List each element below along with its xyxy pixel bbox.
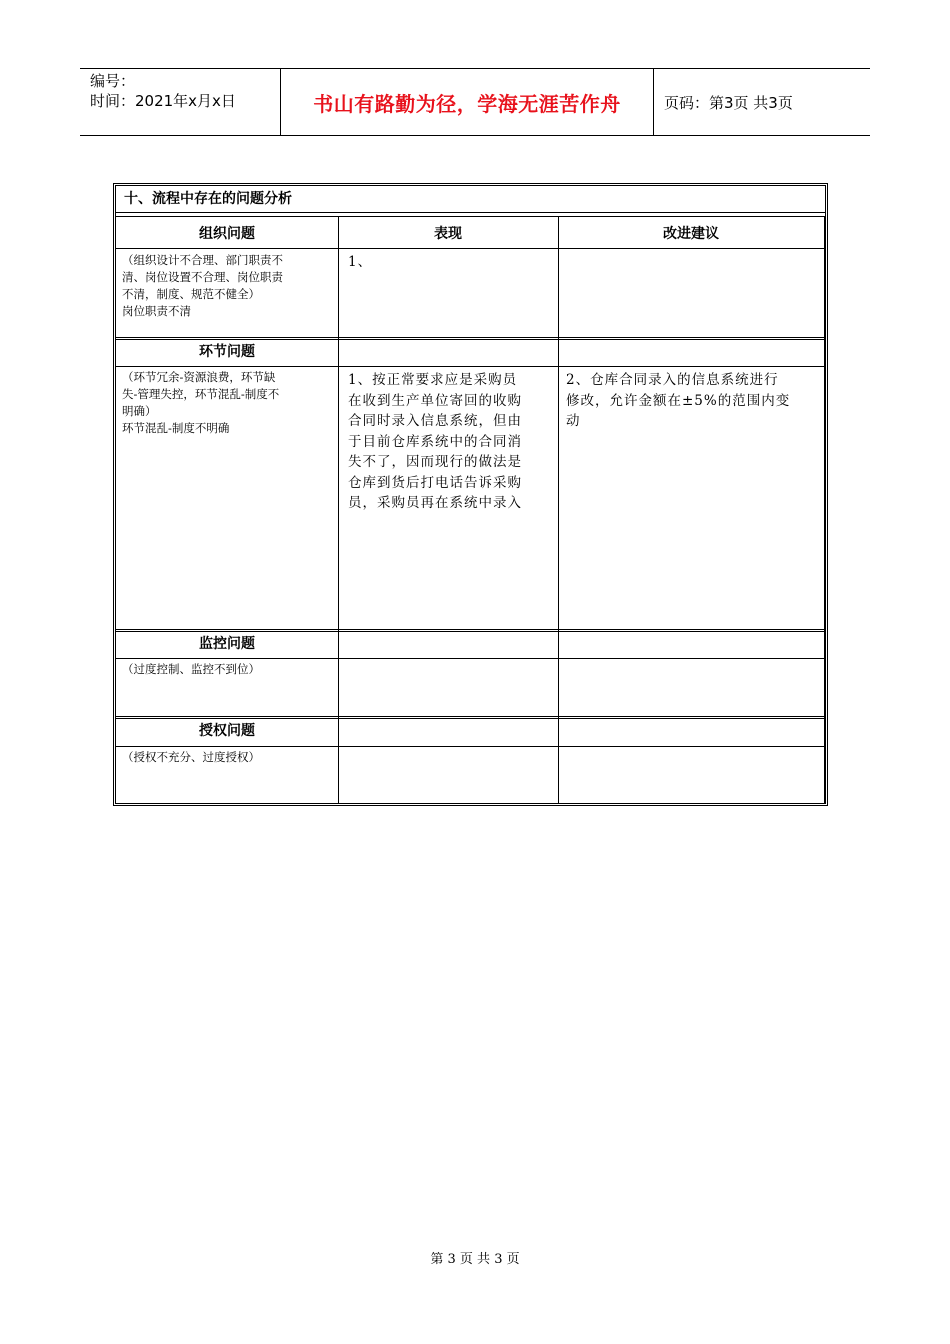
table-rule <box>116 746 825 747</box>
header-meta <box>80 69 281 135</box>
process-issue-heading: 环节问题 <box>199 344 255 360</box>
column-header-performance: 表现 <box>434 226 462 242</box>
process-issue-description: （环节冗余-资源浪费，环节缺 失-管理失控，环节混乱-制度不 明确） 环节混乱-制度不明确 <box>122 370 280 435</box>
process-issue-performance: 1、按正常要求应是采购员 在收到生产单位寄回的收购 合同时录入信息系统，但由 于目前仓库系统中的合同消 失不了，因而现行的做法是 仓库到货后打电话告诉采购 员，采购员再在系统中录入 <box>348 372 522 511</box>
table-rule <box>116 337 825 340</box>
organization-issue-description: （组织设计不合理、部门职责不 清、岗位设置不合理、岗位职责 不清，制度、规范不健全） 岗位职责不清 <box>122 253 283 318</box>
process-issue-suggestion: 2、仓库合同录入的信息系统进行 修改，允许金额在±5%的范围内变 动 <box>566 372 791 429</box>
document-header <box>80 68 870 136</box>
table-rule <box>116 248 825 249</box>
authorization-issue-heading: 授权问题 <box>199 723 255 739</box>
document-time-label: 时间：2021年x月x日 <box>90 92 236 110</box>
problem-analysis-table <box>113 183 828 806</box>
table-column-rule <box>824 216 825 803</box>
document-number-label: 编号： <box>90 72 136 90</box>
table-rule <box>116 216 825 217</box>
table-column-rule <box>558 216 559 803</box>
table-column-rule <box>338 216 339 803</box>
table-rule <box>116 212 825 213</box>
table-rule <box>116 366 825 367</box>
table-rule <box>116 716 825 719</box>
header-motto: 书山有路勤为径，学海无涯苦作舟 <box>281 69 654 135</box>
organization-issue-performance: 1、 <box>348 254 373 270</box>
monitoring-issue-heading: 监控问题 <box>199 636 255 652</box>
table-title: 十、流程中存在的问题分析 <box>124 191 292 207</box>
monitoring-issue-description: （过度控制、监控不到位） <box>122 662 260 676</box>
header-page-info: 页码：第3页 共3页 <box>664 93 793 112</box>
page-footer: 第 3 页 共 3 页 <box>430 1252 520 1267</box>
authorization-issue-description: （授权不充分、过度授权） <box>122 750 260 764</box>
table-rule <box>116 629 825 632</box>
table-rule <box>116 658 825 659</box>
column-header-issue: 组织问题 <box>199 226 255 242</box>
column-header-suggestion: 改进建议 <box>663 226 719 242</box>
